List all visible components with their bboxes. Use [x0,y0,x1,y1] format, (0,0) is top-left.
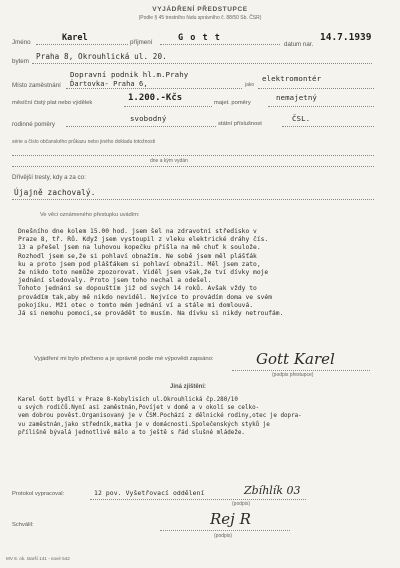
dne-label: dne a kým vydán [150,158,188,164]
datum-label: datum nar. [284,41,314,48]
schvalil-signature: Rej R [210,510,251,528]
statement-line: ku a proto jsem pod plášťákem si pohlaví obnažil. Měl jsem zato, [18,260,261,268]
protokol-signature: Zbíhlík 03 [244,484,301,497]
statement-line: pokojíku. Mží otec o tomto mém jednání ví a stále mi domlouvá. [18,301,254,309]
bytem-label: bytem [12,58,29,65]
misto-line [66,88,242,89]
signature-label: (podpis přestupce) [272,372,314,378]
statement-block [18,228,384,318]
schvalil-label: Schválil: [12,522,34,528]
finding-line: vu zaměstnán,jako středník,matka je v domácnosti.Společenských styků je [18,421,270,428]
majet-line [268,106,374,107]
form-code: MV 8. ok. starší 141 - nové 542 [6,556,70,561]
bytem-line [32,63,372,64]
majet-label: majet. poměry [214,100,251,106]
protokol-value: 12 pov. Vyšetřovací oddělení [94,489,205,497]
datum-value: 14.7.1939 [320,32,372,43]
offender-signature: Gott Karel [256,350,335,368]
dne-line [12,166,374,167]
statement-line: Tohoto jednání se dopouštím již od svých 14 roků. Avšak vždy to [18,285,257,293]
protokol-podpis-label: (podpis) [232,501,251,507]
drivejsi-label: Dřívější tresty, kdy a za co: [12,174,86,181]
prijmeni-label: příjmení [130,39,153,46]
rodinne-value: svobodný [130,114,167,123]
statement-line: Praze 8, tř. Rů. Když jsem vystoupil z vleku elektrické dráhy čís. [18,236,269,244]
serie-line [12,155,374,156]
misto-value-1: Dopravní podnik hl.m.Prahy [70,70,189,79]
protokol-label: Protokol vypracoval: [12,491,65,497]
jako-value: elektromontér [262,74,322,83]
statement-line: provádím tak,aby mě nikdo neviděl. Nejvíce to provádím doma ve svém [18,293,273,301]
statement-line: že nikdo toto nemůže zpozorovat. Viděl jsem však,že tví dívky moje [18,269,269,277]
jako-label: jako [245,82,255,88]
bytem-value: Praha 8, Okrouhlická ul. 20. [36,52,167,61]
prijmeni-line [160,44,280,45]
misto-value-2: Ďartovka- Praha 6, [70,80,148,88]
ve-veci-label: Ve věci oznámeného přestupku uvádím: [40,212,140,218]
jmeno-value: Karel [62,33,88,43]
majet-value: nemajetný [276,93,317,102]
statni-line [282,126,374,127]
other-findings-block [18,396,384,437]
confirmation-text: Vyjádření mi bylo přečteno a je správně podle mé výpovědi zapsáno: [34,356,214,362]
finding-line: vem dobrou pověst.Organisovaný je v ČSM.Pochází z dělnické rodiny,otec je dopra- [18,413,302,420]
finding-line: u svých rodičů.Nyní asi zaměstnán,Povíjet v domě a v okolí se celko- [18,405,260,412]
rodinne-line [66,126,216,127]
drivejsi-value: Újajně zachovalý. [14,188,96,197]
mesicni-value: 1.200.-Kčs [128,93,183,103]
protokol-line [90,499,306,500]
other-findings-label: Jiná zjištění: [170,384,207,390]
rodinne-label: rodinné poměry [12,121,55,128]
statni-value: ČSL. [292,114,311,123]
serie-label: série a číslo občanského průkazu nebo jiného dokladu totožnosti [12,139,156,145]
finding-line: Karel Gott bydlí v Praze 8-Kobylisích ul.Okrouhlická čp.280/10 [18,397,238,403]
document-title: VYJÁDŘENÍ PŘEDSTUPCE [152,6,248,13]
drivejsi-line [12,199,374,200]
jako-line [258,88,374,89]
mesicni-line [124,106,212,107]
statement-line: Já si nemohu pomoci,se provádět to musím. Na dívku si nikdy netroufám. [18,310,284,318]
schvalil-line [160,530,290,531]
statement-line: 13 a přešel jsem na luhovou kopečku přišla na mě chuť k soulože. [18,244,261,252]
prijmeni-value: G o t t [178,33,221,43]
document-subtitle: (Podle § 45 trestního řádu správního č. 88/50 Sb. ČSR) [138,15,262,21]
misto-label: Místo zaměstnání [12,82,61,89]
statni-label: státní příslušnost [218,121,262,127]
jmeno-line [36,44,128,45]
jmeno-label: Jméno [12,39,31,46]
signature-line [232,370,370,371]
statement-line: jednání sledovaly. Proto jsem toho nechal a odešel. [18,277,212,285]
schvalil-podpis-label: (podpis) [214,533,233,539]
finding-line: přílišně bývalá jednotlivě málo a to ještě s řád slušné mládeže. [18,429,245,436]
mesicni-label: měsíční čistý plat nebo výdělek [12,100,93,106]
statement-line: Rozhodl jsem se,že si pohlaví obnažím. Ne sobě jsem měl plášťák [18,252,257,260]
statement-line: Dnešního dne kolem 15.00 hod. jsem šel na zdravotní středisko v [18,228,257,235]
